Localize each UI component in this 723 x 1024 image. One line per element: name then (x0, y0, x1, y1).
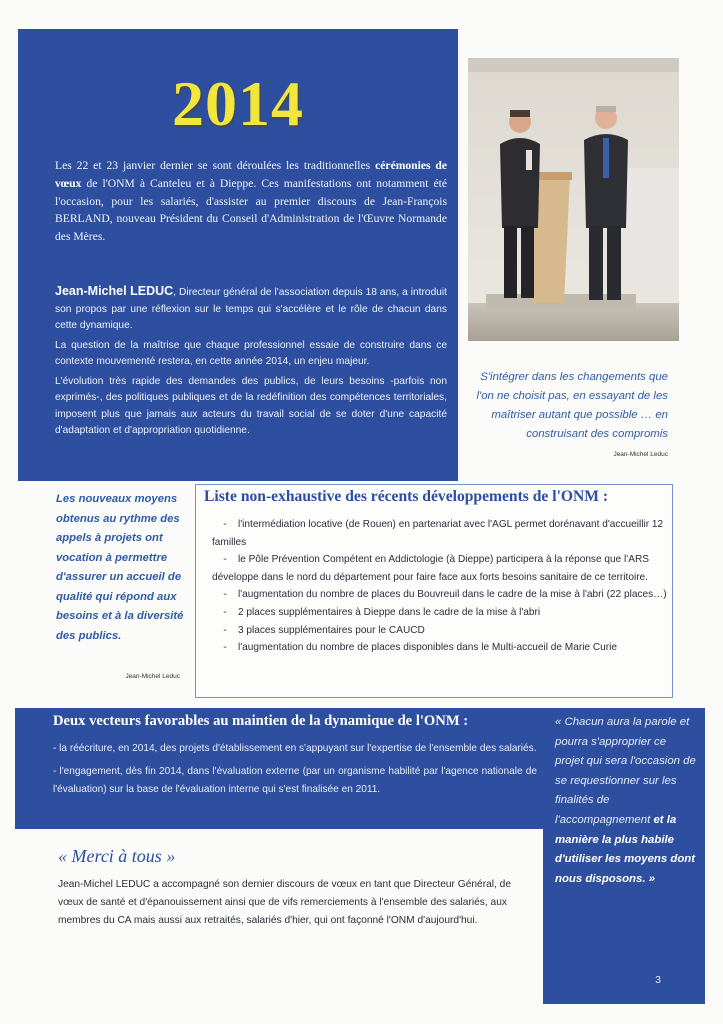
intro-part-1: Les 22 et 23 janvier dernier se sont déroulées les traditionnelles (55, 159, 371, 172)
pull-quote-right-author: Jean-Michel Leduc (613, 451, 668, 458)
pull-quote-left-author: Jean-Michel Leduc (125, 673, 180, 680)
list-item: - l'engagement, dès fin 2014, dans l'évaluation externe (par un organisme habilité par l'agence nationale de l'évaluation) sur la base de l'évaluation interne qui s'est finalisée en 2011. (53, 766, 537, 795)
leduc-section (55, 283, 447, 443)
ceremony-photo (468, 58, 679, 341)
developments-list (212, 516, 668, 657)
developments-box (195, 484, 673, 698)
quote-column (543, 708, 705, 1004)
vecteurs-list (53, 740, 537, 804)
leduc-name: Jean-Michel LEDUC (55, 284, 174, 298)
page-number: 3 (655, 974, 661, 986)
list-item: - 3 places supplémentaires pour le CAUCD (223, 624, 425, 636)
vecteurs-panel (15, 708, 543, 829)
intro-panel (18, 29, 458, 481)
intro-part-2: de l'ONM à Canteleu et à Dieppe. Ces manifestations ont notamment été l'occasion, pour les salariés, d'assister au premier discours de Jean-François BERLAND, nouveau Président du Conseil d'Administration de l'Œuvre Normande des Mères. (55, 176, 447, 244)
list-item: - le Pôle Prévention Compétent en Addictologie (à Dieppe) participera à la réponse que l'ARS développe dans le nord du département pour faire face aux forts besoins sanitaire de ce territoire. (212, 554, 649, 583)
merci-paragraph: Jean-Michel LEDUC a accompagné son dernier discours de vœux en tant que Directeur Général, de vœux de santé et d'épanouissement ainsi que de vifs remerciements à l'ensemble des salariés, aux membres du CA mais aussi aux retraités, salariés d'hier, qui ont façonné l'ONM d'aujourd'hui. (58, 879, 512, 926)
intro-bold: cérémonies de vœux (55, 159, 448, 190)
closing-quote (555, 713, 697, 889)
list-item: - l'augmentation du nombre de places du Bouvreuil dans le cadre de la mise à l'abri (22 places…) (223, 589, 667, 601)
list-item: - l'intermédiation locative (de Rouen) en partenariat avec l'AGL permet dorénavant d'accueillir 12 familles (212, 519, 664, 548)
vecteurs-title: Deux vecteurs favorables au maintien de la dynamique de l'ONM : (53, 713, 469, 729)
closing-quote-part-1: « Chacun aura la parole et pourra s'approprier ce projet qui sera l'occasion de se requestionner sur les finalités de l'accompagnement (555, 716, 696, 826)
list-item: - 2 places supplémentaires à Dieppe dans le cadre de la mise à l'abri (223, 606, 541, 618)
developments-title: Liste non-exhaustive des récents développements de l'ONM : (204, 488, 609, 505)
intro-paragraph (55, 157, 447, 246)
closing-quote-part-2: et la manière la plus habile d'utiliser les moyens dont nous disposons. » (555, 813, 696, 885)
pull-quote-right: S'intégrer dans les changements que l'on ne choisit pas, en essayant de les maîtriser autant que possible … en construisant des compromis (476, 371, 668, 440)
leduc-paragraph-3: L'évolution très rapide des demandes des publics, de leurs besoins -parfois non exprimés-, des politiques publiques et de la redéfinition des compétences territoriales, imposent plus que jamais aux acteurs du travail social de se doter d'une capacité d'adaptation et d'appropriation quotidienne. (55, 375, 447, 436)
list-item: - la réécriture, en 2014, des projets d'établissement en s'appuyant sur l'expertise de l'ensemble des salariés. (53, 743, 537, 754)
leduc-paragraph-1 (55, 283, 447, 335)
leduc-paragraph-2: La question de la maîtrise que chaque professionnel essaie de construire dans ce contexte mouvementé restera, en cette année 2014, un enjeu majeur. (55, 339, 447, 367)
pull-quote-left: Les nouveaux moyens obtenus au rythme des appels à projets ont vocation à permettre d'assurer un accueil de qualité qui répond aux besoins et à la diversité des publics. (56, 493, 184, 642)
year-title: 2014 (172, 68, 304, 139)
leduc-p1-text: , Directeur général de l'association depuis 18 ans, a introduit son propos par une réflexion sur le temps qui s'accélère et le rôle de chacun dans cette dynamique. (55, 287, 447, 331)
speakers-photo-illustration (468, 58, 679, 341)
merci-title: « Merci à tous » (58, 846, 176, 866)
list-item: - l'augmentation du nombre de places disponibles dans le Multi-accueil de Marie Curie (223, 642, 617, 654)
